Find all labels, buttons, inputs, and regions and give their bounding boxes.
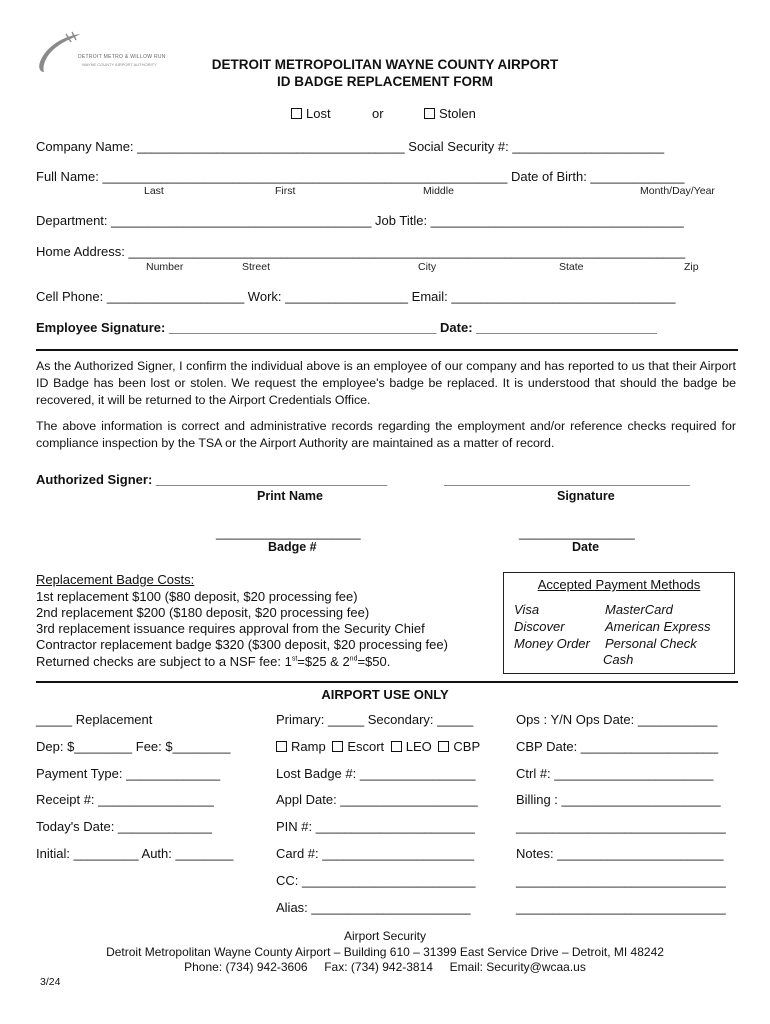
- cost-line-1: 1st replacement $100 ($80 deposit, $20 processing fee): [36, 589, 358, 604]
- airport-logo: [36, 30, 196, 80]
- sub-label-first: First: [275, 185, 296, 197]
- alias-field[interactable]: Alias: ______________________: [276, 900, 471, 915]
- lost-option[interactable]: [291, 106, 331, 121]
- leo-checkbox-icon[interactable]: [391, 741, 402, 752]
- blank-line-3[interactable]: _____________________________: [516, 900, 726, 915]
- department-jobtitle-row[interactable]: Department: ____________________________________ Job Title: ___________________________________: [36, 213, 684, 228]
- footer-contact: Phone: (734) 942-3606 Fax: (734) 942-3814 Email: Security@wcaa.us: [184, 960, 586, 974]
- cost-line-2: 2nd replacement $200 ($180 deposit, $20 processing fee): [36, 605, 370, 620]
- date-line[interactable]: ________________: [519, 525, 635, 540]
- nsf-fee-line: [36, 654, 390, 669]
- ramp-label: Ramp: [291, 739, 326, 754]
- nsf-prefix: Returned checks are subject to a NSF fee: 1: [36, 654, 292, 669]
- ops-date-field[interactable]: Ops : Y/N Ops Date: ___________: [516, 712, 718, 727]
- sub-label-zip: Zip: [684, 261, 699, 273]
- lost-badge-field[interactable]: Lost Badge #: ________________: [276, 766, 476, 781]
- form-title-2: ID BADGE REPLACEMENT FORM: [277, 74, 493, 89]
- payment-discover: Discover: [514, 619, 565, 634]
- sub-label-city: City: [418, 261, 437, 273]
- cbp-checkbox-icon[interactable]: [438, 741, 449, 752]
- payment-mastercard: MasterCard: [605, 602, 673, 617]
- nsf-suffix: =$50.: [357, 654, 391, 669]
- blank-line-1[interactable]: _____________________________: [516, 819, 726, 834]
- sub-label-state: State: [559, 261, 584, 273]
- escort-label: Escort: [347, 739, 385, 754]
- leo-option[interactable]: [391, 739, 432, 754]
- phone-work-email-row[interactable]: Cell Phone: ___________________ Work: _________________ Email: _______________________________: [36, 289, 676, 304]
- sub-label-dob-format: Month/Day/Year: [640, 185, 715, 197]
- badge-number-label: Badge #: [268, 540, 317, 554]
- sub-label-last: Last: [144, 185, 164, 197]
- cost-line-4: Contractor replacement badge $320 ($300 deposit, $20 processing fee): [36, 637, 448, 652]
- lost-checkbox-icon[interactable]: [291, 108, 302, 119]
- sub-label-middle: Middle: [423, 185, 454, 197]
- nsf-sup-1: st: [291, 655, 298, 663]
- cbp-label: CBP: [453, 739, 481, 754]
- costs-heading: Replacement Badge Costs:: [36, 572, 195, 587]
- leo-label: LEO: [405, 739, 432, 754]
- dep-fee-field[interactable]: Dep: $________ Fee: $________: [36, 739, 231, 754]
- payment-visa: Visa: [514, 602, 540, 617]
- company-ssn-row[interactable]: Company Name: _____________________________________ Social Security #: _____________________: [36, 139, 665, 154]
- date-label: Date: [572, 540, 600, 554]
- badge-number-line[interactable]: ____________________: [216, 525, 361, 540]
- payment-type-field[interactable]: Payment Type: _____________: [36, 766, 221, 781]
- fullname-dob-row[interactable]: Full Name: ________________________________________________________ Date of Birth: _____________: [36, 169, 685, 184]
- divider-2: [36, 681, 738, 683]
- access-checkboxes: [276, 739, 480, 754]
- escort-checkbox-icon[interactable]: [332, 741, 343, 752]
- logo-text-1: DETROIT METRO & WILLOW RUN: [78, 54, 166, 60]
- compliance-paragraph: The above information is correct and administrative records regarding the employment and/or reference checks required for compliance inspection by the TSA or the Airport Authority are maintained as a matter of record.: [36, 419, 736, 450]
- escort-option[interactable]: [332, 739, 384, 754]
- ctrl-field[interactable]: Ctrl #: ______________________: [516, 766, 714, 781]
- receipt-field[interactable]: Receipt #: ________________: [36, 792, 214, 807]
- ramp-option[interactable]: [276, 739, 326, 754]
- logo-text-2: WAYNE COUNTY AIRPORT AUTHORITY: [82, 62, 157, 67]
- sub-label-street: Street: [242, 261, 271, 273]
- primary-secondary-field[interactable]: Primary: _____ Secondary: _____: [276, 712, 474, 727]
- authorized-signer-signature-line[interactable]: __________________________________: [444, 472, 690, 487]
- payment-methods-title: Accepted Payment Methods: [537, 577, 701, 592]
- home-address-row[interactable]: Home Address: _____________________________________________________________________________: [36, 244, 686, 259]
- ramp-checkbox-icon[interactable]: [276, 741, 287, 752]
- payment-money-order: Money Order: [514, 636, 590, 651]
- notes-field[interactable]: Notes: _______________________: [516, 846, 724, 861]
- signature-label: Signature: [557, 489, 615, 503]
- nsf-sup-2: nd: [349, 655, 358, 663]
- authorization-paragraph: As the Authorized Signer, I confirm the individual above is an employee of our company and has reported to us that their Airport ID Badge has been lost or stolen. We request the employee's badge be replaced. It is understood that should the badge be recovered, it will be returned to the Airport Credentials Office.: [36, 359, 736, 407]
- form-revision: 3/24: [40, 976, 61, 988]
- payment-personal-check: Personal Check: [605, 636, 697, 651]
- cbp-option[interactable]: [438, 739, 480, 754]
- cbp-date-field[interactable]: CBP Date: ___________________: [516, 739, 719, 754]
- initial-auth-field[interactable]: Initial: _________ Auth: ________: [36, 846, 234, 861]
- sub-label-number: Number: [146, 261, 184, 273]
- nsf-mid: =$25 & 2: [297, 654, 350, 669]
- print-name-label: Print Name: [257, 489, 323, 503]
- authorized-signer-print-line[interactable]: Authorized Signer: ________________________________: [36, 472, 388, 487]
- card-field[interactable]: Card #: _____________________: [276, 846, 475, 861]
- employee-signature-row[interactable]: Employee Signature: _____________________________________ Date: _________________________: [36, 320, 657, 335]
- airport-use-title: AIRPORT USE ONLY: [321, 687, 449, 702]
- appl-date-field[interactable]: Appl Date: ___________________: [276, 792, 478, 807]
- footer-department: Airport Security: [343, 929, 427, 943]
- billing-field[interactable]: Billing : ______________________: [516, 792, 721, 807]
- stolen-checkbox-icon[interactable]: [424, 108, 435, 119]
- payment-amex: American Express: [605, 619, 711, 634]
- todays-date-field[interactable]: Today's Date: _____________: [36, 819, 212, 834]
- stolen-option[interactable]: [424, 106, 476, 121]
- pin-field[interactable]: PIN #: ______________________: [276, 819, 475, 834]
- cc-field[interactable]: CC: ________________________: [276, 873, 476, 888]
- cost-line-3: 3rd replacement issuance requires approval from the Security Chief: [36, 621, 425, 636]
- stolen-label: Stolen: [439, 106, 476, 121]
- payment-cash: Cash: [603, 652, 634, 667]
- lost-label: Lost: [306, 106, 331, 121]
- form-title-1: DETROIT METROPOLITAN WAYNE COUNTY AIRPORT: [211, 57, 559, 72]
- or-text: or: [372, 106, 384, 121]
- payment-methods-box: [503, 572, 735, 674]
- blank-line-2[interactable]: _____________________________: [516, 873, 726, 888]
- replacement-field[interactable]: _____ Replacement: [36, 712, 153, 727]
- footer-address: Detroit Metropolitan Wayne County Airport – Building 610 – 31399 East Service Drive – Detroit, MI 48242: [106, 945, 664, 959]
- divider-1: [36, 349, 738, 351]
